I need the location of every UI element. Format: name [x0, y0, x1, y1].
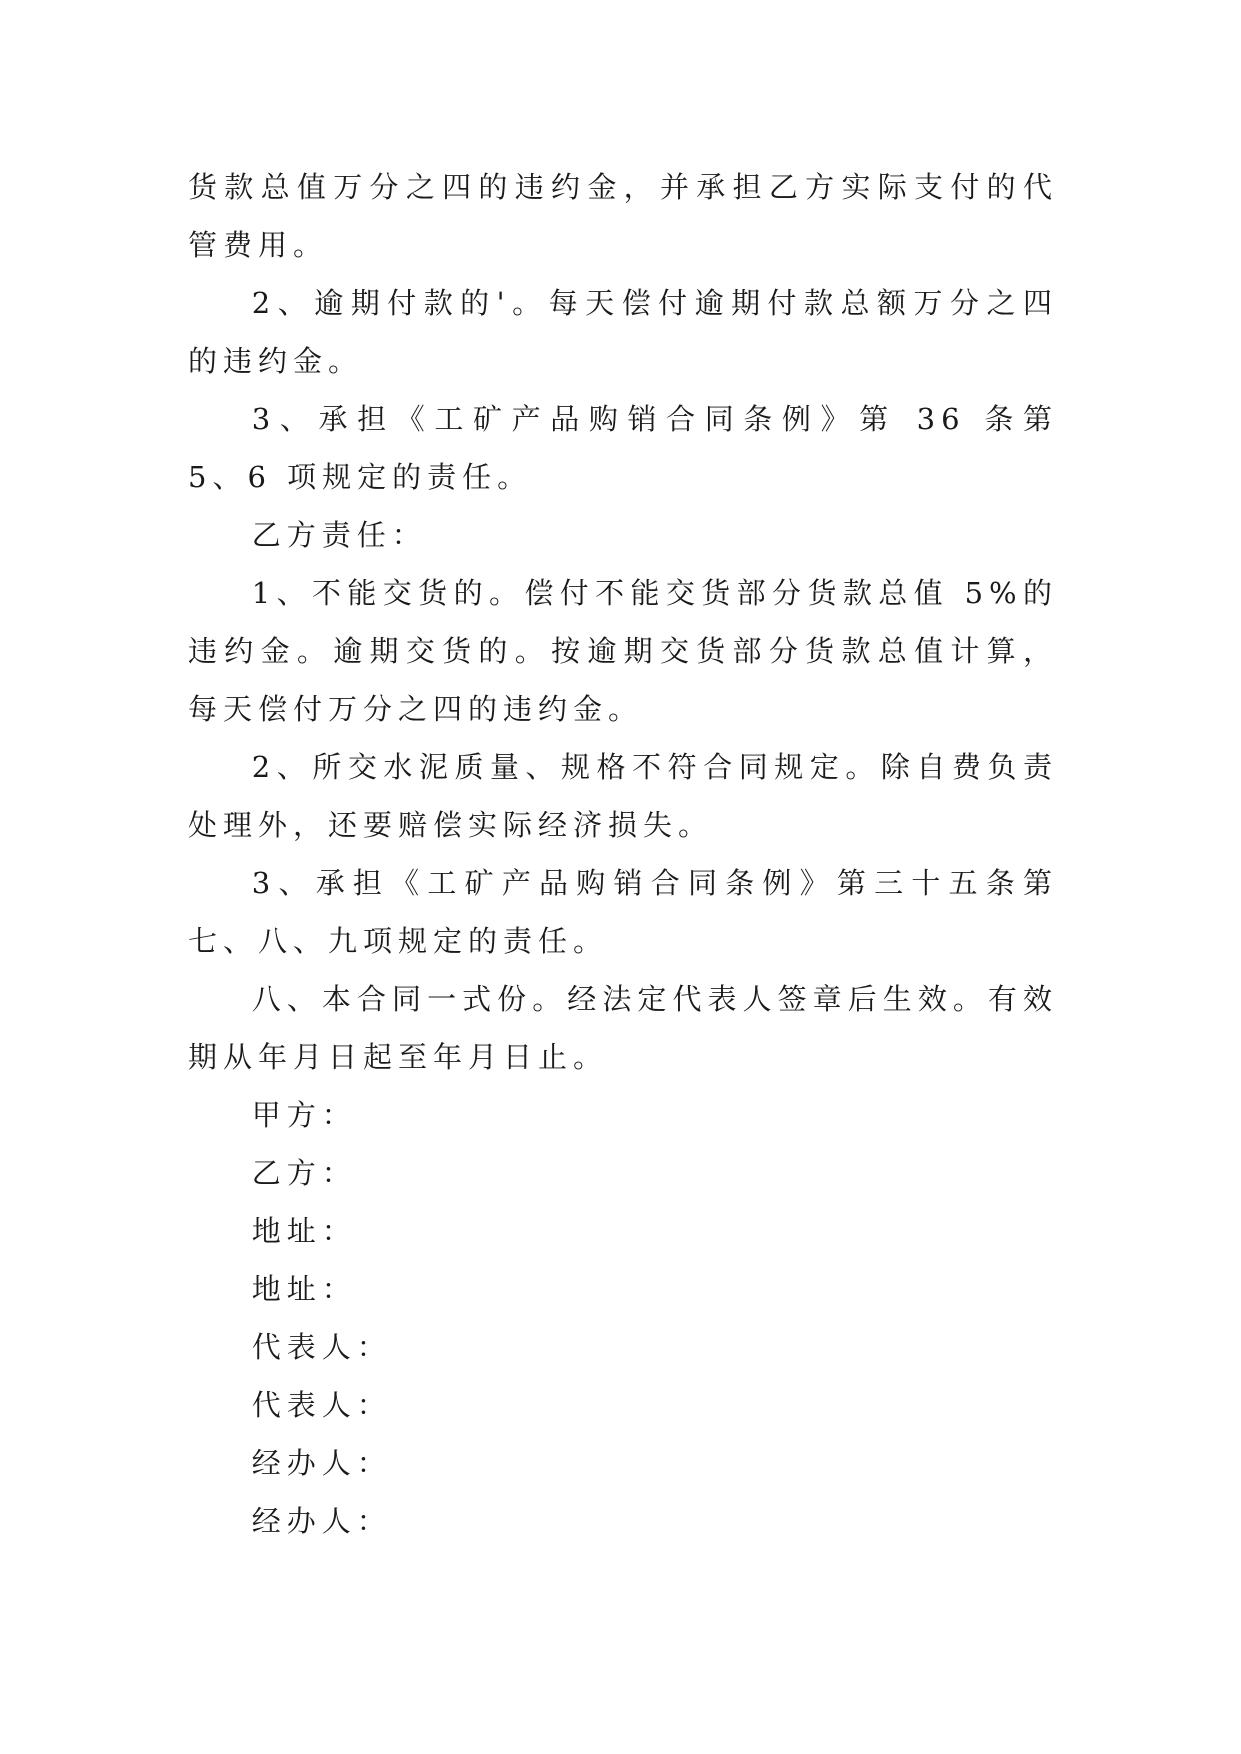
signature-address-a: 地址：: [251, 1214, 357, 1248]
paragraph-late-payment: 2、逾期付款的'。每天偿付逾期付款总额万分之四的违约金。: [188, 286, 1058, 378]
signature-party-b: 乙方：: [251, 1156, 357, 1190]
signature-representative-a: 代表人：: [251, 1330, 392, 1364]
paragraph-continuation: 货款总值万分之四的违约金，并承担乙方实际支付的代管费用。: [188, 170, 1058, 262]
signature-handler-a: 经办人：: [251, 1446, 392, 1480]
paragraph-quality-nonconformance: 2、所交水泥质量、规格不符合同规定。除自费负责处理外，还要赔偿实际经济损失。: [188, 750, 1058, 842]
paragraph-regulation-35: 3、承担《工矿产品购销合同条例》第三十五条第七、八、九项规定的责任。: [188, 866, 1058, 958]
paragraph-contract-validity: 八、本合同一式份。经法定代表人签章后生效。有效期从年月日起至年月日止。: [188, 982, 1058, 1074]
signature-representative-b: 代表人：: [251, 1388, 392, 1422]
signature-handler-b: 经办人：: [251, 1504, 392, 1538]
heading-party-b-liability: 乙方责任：: [251, 518, 427, 552]
signature-block: [188, 1086, 1058, 1550]
signature-party-a: 甲方：: [251, 1098, 357, 1132]
paragraph-regulation-36: 3、承担《工矿产品购销合同条例》第 36 条第 5、6 项规定的责任。: [188, 402, 1058, 494]
document-page: [188, 158, 1058, 1550]
signature-address-b: 地址：: [251, 1272, 357, 1306]
paragraph-failure-to-deliver: 1、不能交货的。偿付不能交货部分货款总值 5%的违约金。逾期交货的。按逾期交货部分货款总值计算，每天偿付万分之四的违约金。: [188, 576, 1058, 726]
